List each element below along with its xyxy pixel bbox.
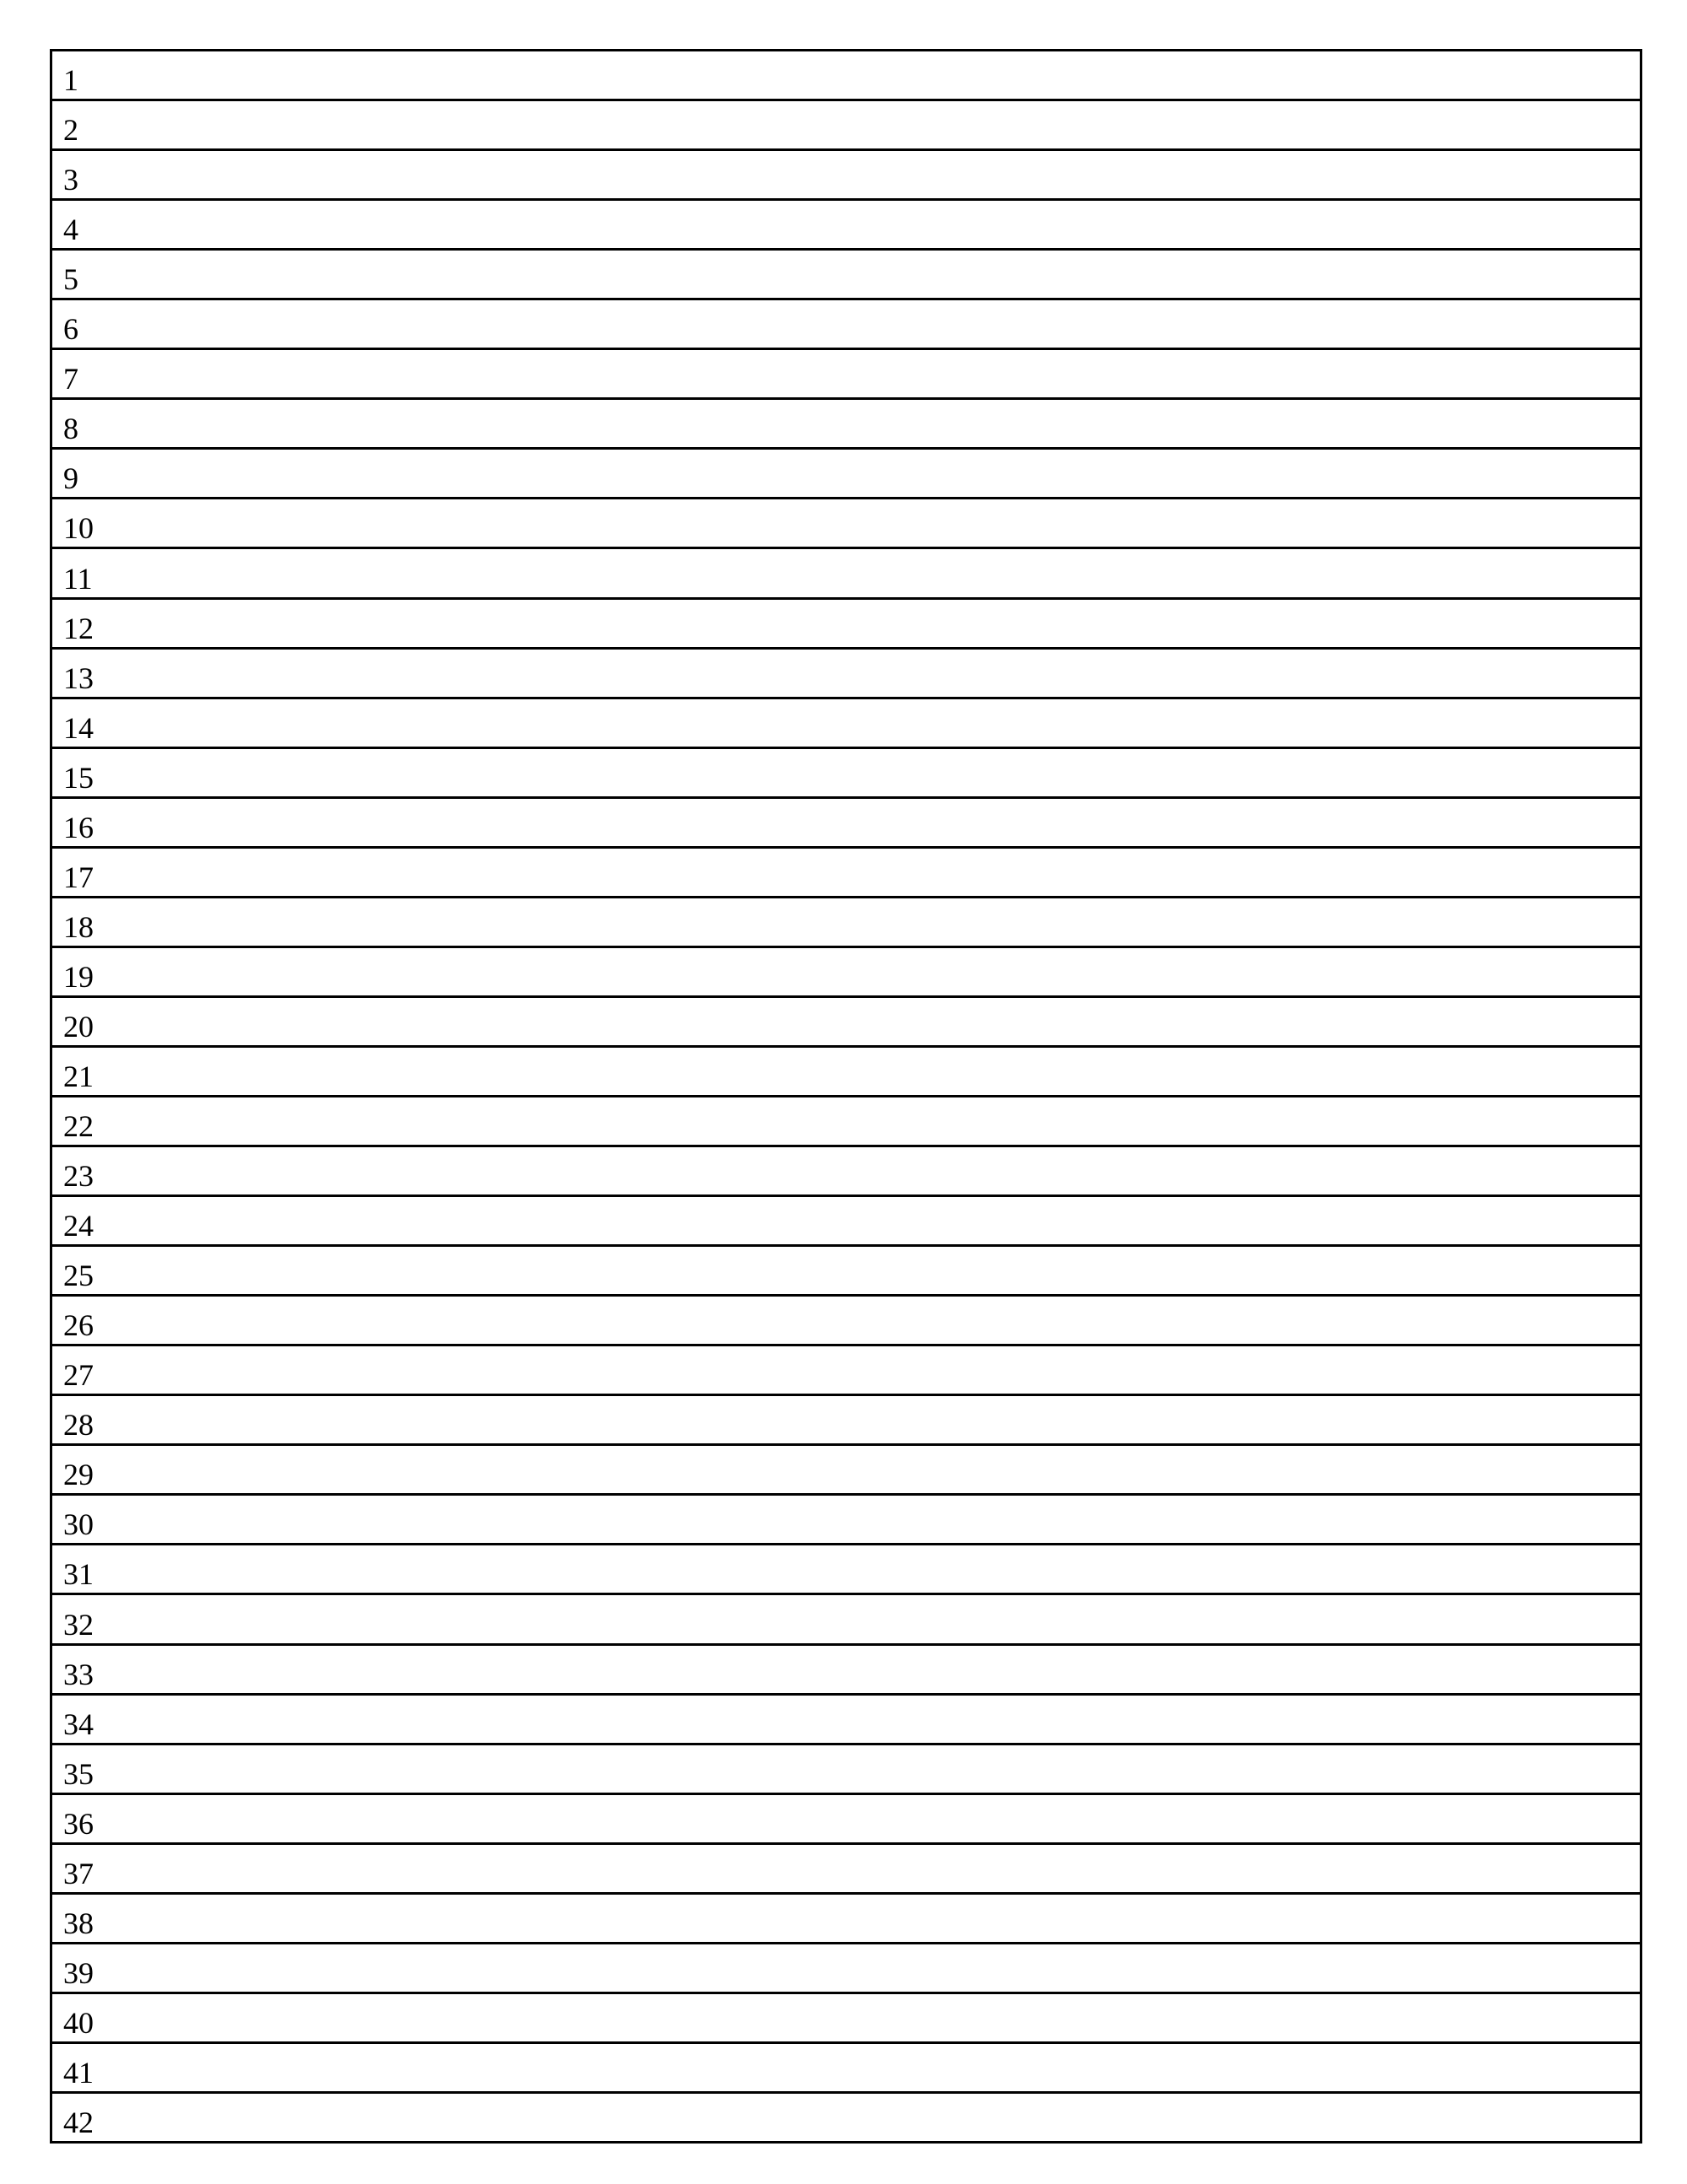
row-number: 32 xyxy=(63,1607,94,1642)
sheet-row xyxy=(52,898,1640,948)
row-number: 8 xyxy=(63,412,78,446)
sheet-row xyxy=(52,1097,1640,1147)
row-number: 35 xyxy=(63,1756,94,1791)
sheet-row xyxy=(52,849,1640,898)
row-number: 3 xyxy=(63,163,78,197)
row-number: 29 xyxy=(63,1458,94,1492)
row-number: 31 xyxy=(63,1557,94,1592)
row-number: 18 xyxy=(63,909,94,944)
row-number: 7 xyxy=(63,362,78,396)
sheet-row xyxy=(52,450,1640,499)
sheet-row xyxy=(52,499,1640,549)
sheet-row xyxy=(52,300,1640,350)
row-number: 10 xyxy=(63,511,94,546)
sheet-row xyxy=(52,749,1640,799)
row-number: 22 xyxy=(63,1109,94,1144)
sheet-row xyxy=(52,1346,1640,1396)
sheet-row xyxy=(52,1944,1640,1994)
sheet-row xyxy=(52,350,1640,400)
row-number: 34 xyxy=(63,1707,94,1741)
row-number: 1 xyxy=(63,63,78,98)
row-number: 19 xyxy=(63,959,94,994)
row-number: 6 xyxy=(63,312,78,347)
sheet-row xyxy=(52,1795,1640,1845)
sheet-row xyxy=(52,799,1640,849)
row-number: 38 xyxy=(63,1906,94,1940)
sheet-row xyxy=(52,1446,1640,1496)
row-number: 24 xyxy=(63,1209,94,1243)
sheet-row xyxy=(52,151,1640,201)
row-number: 15 xyxy=(63,760,94,795)
sheet-row xyxy=(52,549,1640,599)
row-number: 21 xyxy=(63,1059,94,1093)
sheet-row xyxy=(52,2094,1640,2141)
row-number: 41 xyxy=(63,2055,94,2090)
sheet-row xyxy=(52,1845,1640,1895)
sheet-row xyxy=(52,1197,1640,1247)
row-number: 11 xyxy=(63,561,93,596)
row-number: 33 xyxy=(63,1657,94,1691)
row-number: 39 xyxy=(63,1955,94,1990)
row-number: 12 xyxy=(63,611,94,645)
row-number: 25 xyxy=(63,1259,94,1293)
sheet-row xyxy=(52,1247,1640,1297)
sheet-row xyxy=(52,101,1640,151)
row-number: 13 xyxy=(63,661,94,695)
sheet-row xyxy=(52,1696,1640,1745)
sheet-row xyxy=(52,1895,1640,1944)
sheet-row xyxy=(52,1545,1640,1595)
row-number: 17 xyxy=(63,860,94,894)
sheet-row xyxy=(52,51,1640,101)
row-number: 9 xyxy=(63,461,78,496)
row-number: 26 xyxy=(63,1308,94,1343)
sheet-row xyxy=(52,1147,1640,1197)
sheet-row xyxy=(52,650,1640,699)
sheet-row xyxy=(52,201,1640,251)
sheet-row xyxy=(52,699,1640,749)
row-number: 27 xyxy=(63,1358,94,1393)
sheet-row xyxy=(52,1646,1640,1696)
row-number: 40 xyxy=(63,2005,94,2040)
sheet-row xyxy=(52,1297,1640,1346)
sheet-row xyxy=(52,1994,1640,2044)
sheet-row xyxy=(52,998,1640,1048)
row-number: 23 xyxy=(63,1159,94,1194)
sheet-row xyxy=(52,948,1640,998)
row-number: 2 xyxy=(63,113,78,148)
sheet-row xyxy=(52,600,1640,650)
row-number: 42 xyxy=(63,2105,94,2139)
row-number: 28 xyxy=(63,1408,94,1443)
row-number: 37 xyxy=(63,1856,94,1890)
row-number: 36 xyxy=(63,1806,94,1841)
row-number: 5 xyxy=(63,262,78,297)
sheet-row xyxy=(52,1048,1640,1097)
sheet-row xyxy=(52,1396,1640,1446)
sheet-row xyxy=(52,1745,1640,1795)
sheet-row xyxy=(52,1496,1640,1545)
row-number: 4 xyxy=(63,213,78,247)
row-number: 16 xyxy=(63,810,94,844)
row-number: 30 xyxy=(63,1507,94,1542)
sheet-row xyxy=(52,1595,1640,1645)
sheet-row xyxy=(52,251,1640,300)
row-number: 20 xyxy=(63,1009,94,1043)
sheet-row xyxy=(52,2044,1640,2094)
numbered-lined-sheet xyxy=(50,49,1642,2144)
sheet-row xyxy=(52,400,1640,450)
row-number: 14 xyxy=(63,710,94,745)
